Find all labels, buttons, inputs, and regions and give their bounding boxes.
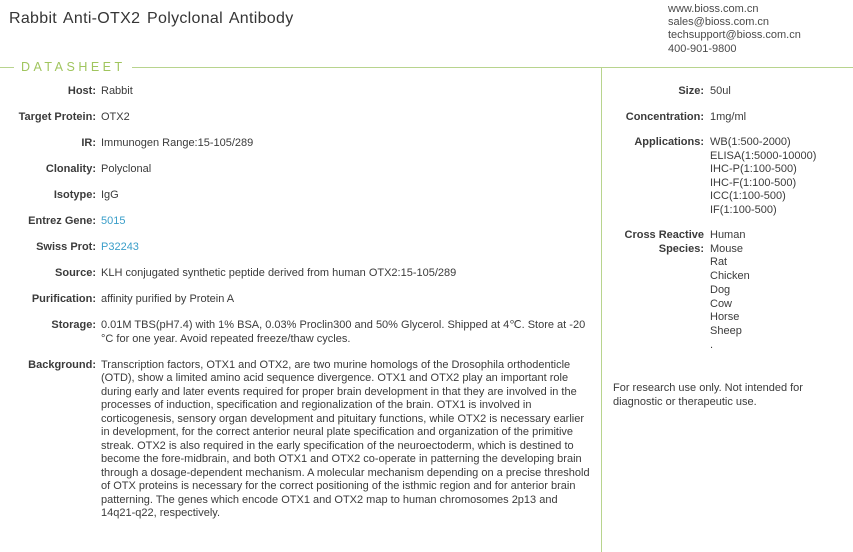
entrez-gene-link[interactable]: 5015 [101,215,126,227]
swiss-prot-link[interactable]: P32243 [101,241,139,253]
field-value: IgG [101,189,119,201]
field-row-swiss-prot [0,241,601,255]
field-label: Background: [28,358,96,371]
contact-support-email: techsupport@bioss.com.cn [668,29,801,42]
content [0,68,853,552]
contact-website: www.bioss.com.cn [668,3,759,15]
field-label: Concentration: [625,110,704,123]
species-item: Sheep [710,324,742,337]
application-item: WB(1:500-2000) [710,136,791,148]
field-label: Size: [678,85,704,97]
section-label: DATASHEET [21,60,126,74]
field-label: Source: [55,267,96,279]
species-item: Chicken [710,270,750,283]
field-label: Host: [67,85,96,97]
field-value: 0.01M TBS(pH7.4) with 1% BSA, 0.03% Proclin300 and 50% Glycerol. Shipped at 4℃. Store at -20 °C for one year. Avoid repeated freeze/thaw cycles. [101,319,586,345]
field-row-cross-reactive [602,229,853,352]
field-row-host [0,85,601,99]
field-value: KLH conjugated synthetic peptide derived from human OTX2:15-105/289 [101,267,457,279]
field-label: Applications: [634,136,704,148]
applications-list [710,136,816,217]
field-value: Immunogen Range:15-105/289 [101,137,254,149]
field-row-background [0,359,601,521]
species-item: Horse [710,311,740,324]
species-item: Mouse [710,242,744,255]
field-value: affinity purified by Protein A [101,293,235,305]
cross-reactive-label-line2: Species: [658,242,704,255]
research-use-note: For research use only. Not intended for diagnostic or therapeutic use. [613,382,803,408]
field-row-target-protein [0,111,601,125]
field-row-entrez-gene [0,215,601,229]
field-value: Rabbit [101,85,133,97]
field-row-clonality [0,163,601,177]
species-item: Cow [710,297,733,310]
field-value: OTX2 [101,111,130,123]
species-list [710,229,750,352]
field-row-storage [0,319,601,346]
application-item: IHC-F(1:100-500) [710,176,797,189]
contact-block [668,3,801,56]
field-row-purification [0,293,601,307]
field-label: Purification: [31,293,96,305]
field-label: Entrez Gene: [28,215,96,227]
field-row-concentration [602,111,853,125]
field-label: IR: [81,137,96,149]
left-column [0,68,601,552]
contact-phone: 400-901-9800 [668,42,737,55]
cross-reactive-label-line1: Cross Reactive [624,229,704,241]
field-row-applications [602,136,853,217]
field-row-isotype [0,189,601,203]
species-item: Human [710,229,746,241]
contact-sales-email: sales@bioss.com.cn [668,16,770,29]
field-label: Swiss Prot: [36,241,96,253]
species-item: Dog [710,283,731,296]
field-label: Clonality: [45,163,96,175]
species-item: Rat [710,256,728,269]
field-row-source [0,267,601,281]
application-item: IF(1:100-500) [710,203,777,216]
field-label: Storage: [51,319,96,331]
field-row-ir [0,137,601,151]
application-item: ICC(1:100-500) [710,190,786,202]
application-item: IHC-P(1:100-500) [710,163,797,175]
field-value: 50ul [710,85,731,97]
field-label [602,229,704,352]
field-value: 1mg/ml [710,110,747,123]
field-value: Transcription factors, OTX1 and OTX2, are two murine homologs of the Drosophila orthodenticle (OTD), show a limited amino acid sequence divergence. OTX1 and OTX2 play an important role during early and later events required for proper brain development in that they are involved in the processes of induction, specification and regionalization of the brain. OTX1 is involved in corticogenesis, sensory organ development and pituitary functions, while OTX2 is necessary earlier in development, for the correct anterior neural plate specification and organization of the primitive streak. OTX2 is also required in the early specification of the neuroectoderm, which is destined to become the fore-midbrain, and both OTX1 and OTX2 co-operate in patterning the developing brain through a dosage-dependent mechanism. A molecular mechanism depending on a precise threshold of OTX proteins is necessary for the correct positioning of the isthmic region and for anterior brain patterning. The genes which encode OTX1 and OTX2 map to human chromosomes 2p13 and 14q21-q22, respectively. [101,358,590,519]
application-item: ELISA(1:5000-10000) [710,149,817,162]
field-label: Isotype: [53,189,96,201]
species-item: . [710,338,714,351]
page-title: Rabbit Anti-OTX2 Polyclonal Antibody [9,10,294,27]
field-value: Polyclonal [101,163,152,175]
field-row-size [602,85,853,99]
right-column [602,68,853,552]
field-label: Target Protein: [18,111,96,123]
